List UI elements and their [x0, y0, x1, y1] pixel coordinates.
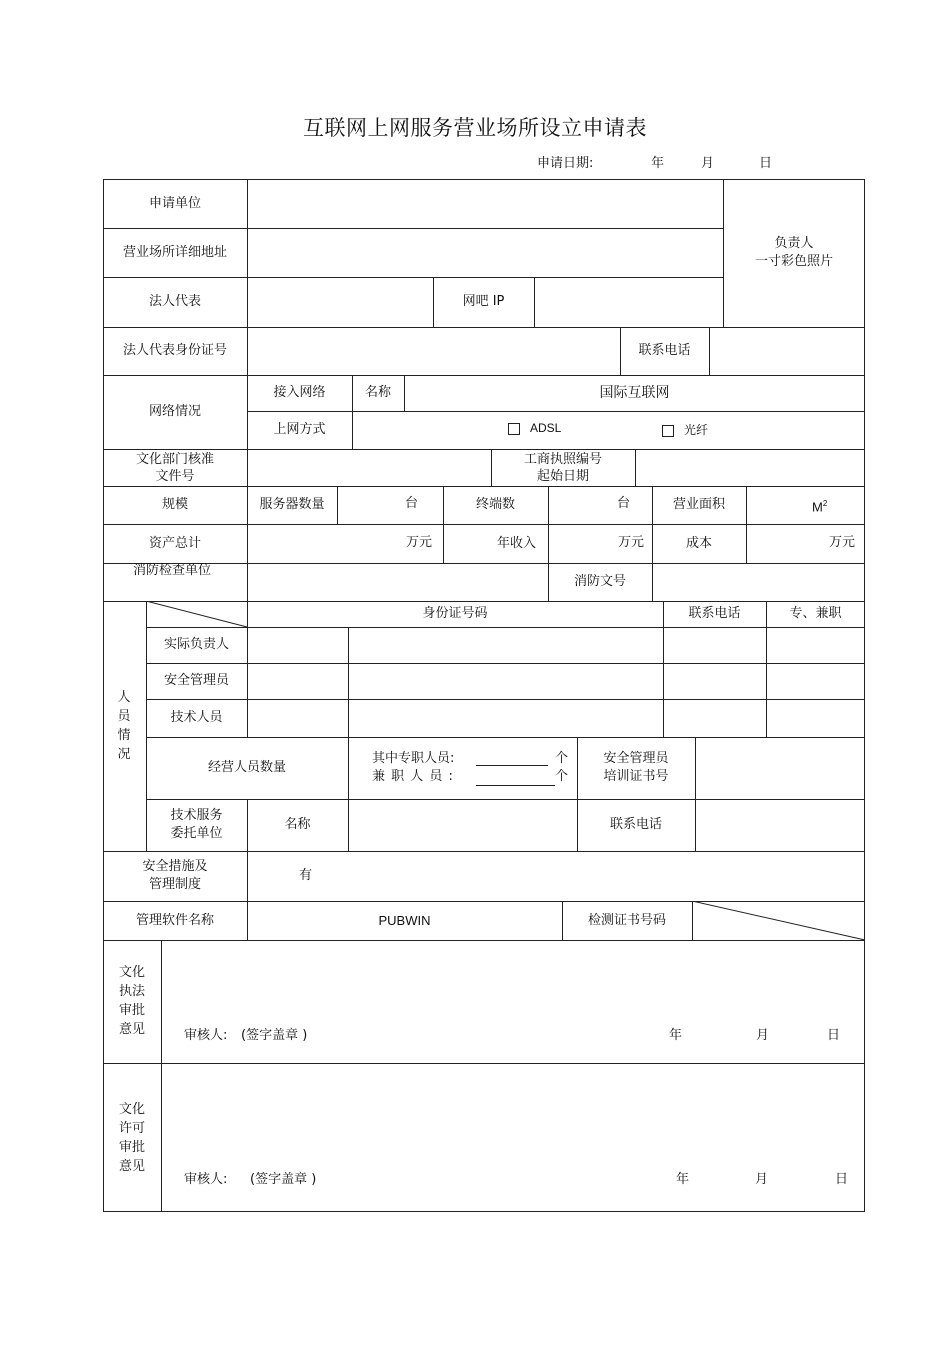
- tech-name-label: 名称: [284, 817, 311, 832]
- photo-box: [723, 179, 865, 327]
- server-unit: 台: [405, 496, 419, 511]
- phone-label: 联系电话: [638, 343, 691, 358]
- fire-check-field[interactable]: [248, 564, 547, 600]
- staff-row-security: 安全管理员: [163, 673, 229, 688]
- fire-doc-label: 消防文号: [573, 574, 626, 589]
- legal-rep-label: 法人代表: [148, 294, 201, 309]
- approval1-area[interactable]: [162, 941, 864, 1019]
- area-label: 营业面积: [672, 497, 725, 512]
- approval1-year: 年: [669, 1028, 683, 1043]
- software-cert-diagonal: [692, 901, 866, 941]
- date-year: 年: [651, 156, 665, 171]
- staff-side-label: 人员情况: [117, 690, 131, 762]
- area-unit: [812, 496, 827, 515]
- terminal-count-label: 终端数: [475, 497, 515, 512]
- photo-line2: 一寸彩色照片: [754, 254, 833, 269]
- legal-rep-field[interactable]: [248, 278, 432, 326]
- option-fiber[interactable]: [662, 421, 708, 438]
- tech-phone-label: 联系电话: [609, 817, 662, 832]
- approval1-month: 月: [756, 1028, 770, 1043]
- software-label: 管理软件名称: [135, 912, 214, 928]
- date-day: 日: [759, 156, 773, 171]
- staff-row-tech: 技术人员: [170, 710, 223, 725]
- terminal-unit: 台: [617, 496, 631, 511]
- staff-col-phone: 联系电话: [688, 606, 741, 621]
- staff-header-diagonal: [146, 601, 248, 628]
- culture-label-l1: 文化部门核准: [135, 451, 214, 467]
- network-label: 网络情况: [148, 404, 201, 419]
- network-name-value: 国际互联网: [599, 385, 670, 401]
- fiber-checkbox[interactable]: [662, 425, 674, 437]
- parttime-unit: 个: [555, 769, 569, 784]
- staff-count-label: 经营人员数量: [207, 760, 286, 775]
- approval2-sign: (签字盖章 ): [250, 1172, 317, 1187]
- network-name-label: 名称: [364, 385, 391, 400]
- biz-license-l1: 工商执照编号: [523, 451, 602, 467]
- tech-service-l2: 委托单位: [170, 826, 223, 841]
- approval1-reviewer: 审核人:: [184, 1028, 228, 1043]
- fiber-label: 光纤: [684, 423, 709, 437]
- biz-license-field[interactable]: [636, 450, 864, 485]
- cert-label-l2: 培训证书号: [603, 769, 669, 784]
- approval2-reviewer: 审核人:: [184, 1172, 228, 1187]
- assets-label: 资产总计: [148, 535, 201, 551]
- parttime-underline[interactable]: [476, 785, 555, 786]
- approval2-side-label: 文化许可审批意见: [118, 1102, 145, 1174]
- legal-rep-id-label: 法人代表身份证号: [122, 343, 227, 358]
- fulltime-unit: 个: [555, 751, 569, 766]
- cost-unit: 万元: [829, 535, 856, 550]
- fire-check-label: 消防检查单位: [133, 563, 212, 578]
- approval2-year: 年: [676, 1172, 690, 1187]
- date-month: 月: [701, 156, 715, 171]
- assets-unit: 万元: [406, 535, 433, 550]
- scale-label: 规模: [161, 497, 188, 512]
- server-count-label: 服务器数量: [259, 497, 325, 512]
- staff-row-manager: 实际负责人: [163, 637, 229, 652]
- photo-line1: 负责人: [774, 236, 814, 251]
- approval1-sign: (签字盖章 ): [241, 1028, 308, 1043]
- security-label-l2: 管理制度: [148, 877, 201, 892]
- biz-license-l2: 起始日期: [536, 468, 589, 484]
- adsl-checkbox[interactable]: [508, 423, 520, 435]
- legal-rep-id-field[interactable]: [248, 328, 619, 374]
- staff-col-id: 身份证号码: [422, 606, 488, 621]
- ip-label: 网吧 IP: [462, 294, 505, 309]
- fulltime-label: 其中专职人员:: [372, 751, 455, 766]
- approval1-day: 日: [827, 1028, 841, 1043]
- security-label-l1: 安全措施及: [142, 859, 208, 874]
- fulltime-underline[interactable]: [476, 765, 548, 766]
- applicant-label: 申请单位: [148, 195, 201, 211]
- security-value: 有: [299, 868, 313, 883]
- cert-label-l1: 安全管理员: [603, 751, 669, 766]
- income-unit: 万元: [618, 535, 645, 550]
- software-value: PUBWIN: [378, 912, 431, 928]
- approval2-month: 月: [755, 1172, 769, 1187]
- area-unit-m: M: [812, 499, 823, 515]
- address-field[interactable]: [248, 229, 722, 276]
- applicant-field[interactable]: [248, 180, 722, 227]
- cost-label: 成本: [685, 535, 712, 551]
- parttime-label: 兼 职 人 员 :: [372, 769, 454, 784]
- tech-service-l1: 技术服务: [170, 808, 223, 823]
- software-cert-label: 检测证书号码: [587, 912, 666, 928]
- address-label: 营业场所详细地址: [122, 244, 227, 260]
- culture-label-l2: 文件号: [155, 468, 195, 484]
- form-title: 互联网上网服务营业场所设立申请表: [303, 116, 647, 140]
- approval2-area[interactable]: [162, 1064, 864, 1164]
- adsl-label: ADSL: [530, 421, 562, 435]
- approval1-side-label: 文化执法审批意见: [118, 965, 145, 1037]
- option-adsl[interactable]: [508, 421, 561, 435]
- area-unit-sup: 2: [822, 499, 828, 508]
- access-network-label: 接入网络: [273, 385, 326, 400]
- ip-field[interactable]: [535, 278, 722, 326]
- date-label: 申请日期:: [537, 156, 594, 171]
- fire-doc-field[interactable]: [653, 564, 864, 600]
- staff-col-type: 专、兼职: [789, 606, 842, 621]
- income-label: 年收入: [496, 535, 536, 551]
- access-method-label: 上网方式: [273, 422, 326, 437]
- approval2-day: 日: [835, 1172, 849, 1187]
- phone-field[interactable]: [710, 328, 864, 374]
- culture-doc-field[interactable]: [248, 450, 490, 485]
